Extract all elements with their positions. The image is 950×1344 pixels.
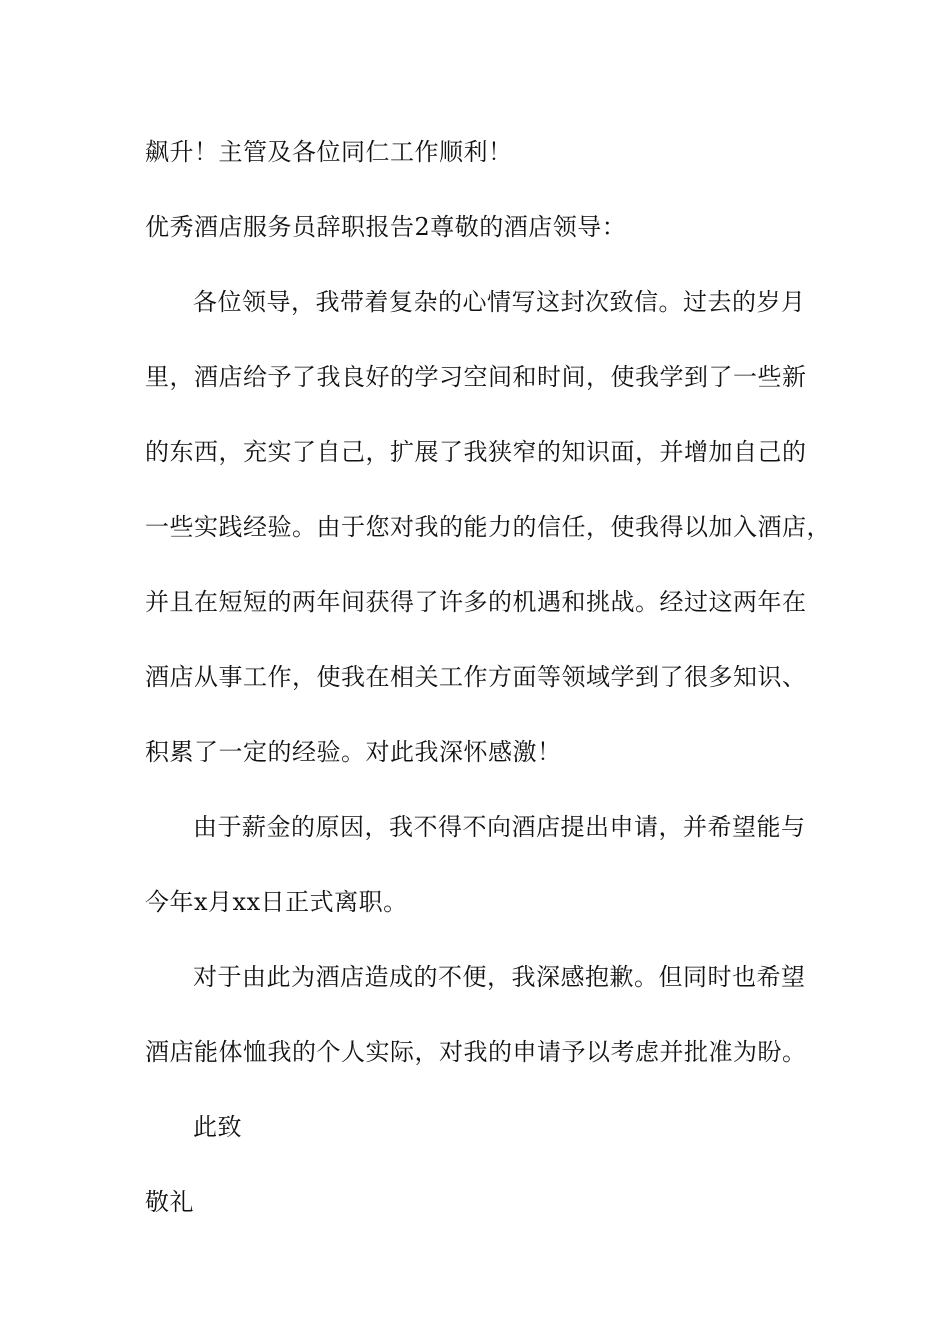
salutation-line: 此致 xyxy=(193,1113,242,1141)
paragraph-1-line-3: 的东西，充实了自己，扩展了我狭窄的知识面，并增加自己的 xyxy=(145,438,807,466)
paragraph-1-line-6: 酒店从事工作，使我在相关工作方面等领域学到了很多知识、 xyxy=(145,663,807,691)
paragraph-3-line-2: 酒店能体恤我的个人实际，对我的申请予以考虑并批准为盼。 xyxy=(145,1038,807,1066)
regards-line: 敬礼 xyxy=(145,1188,194,1216)
paragraph-3-line-1: 对于由此为酒店造成的不便，我深感抱歉。但同时也希望 xyxy=(193,963,806,991)
paragraph-1-line-4: 一些实践经验。由于您对我的能力的信任，使我得以加入酒店， xyxy=(145,513,831,541)
paragraph-1-line-1: 各位领导，我带着复杂的心情写这封次致信。过去的岁月 xyxy=(193,288,806,316)
paragraph-1-line-7: 积累了一定的经验。对此我深怀感激！ xyxy=(145,738,562,766)
paragraph-1-line-5: 并且在短短的两年间获得了许多的机遇和挑战。经过这两年在 xyxy=(145,588,807,616)
paragraph-2-line-2: 今年x月xx日正式离职。 xyxy=(145,888,408,916)
report-title-line: 优秀酒店服务员辞职报告2尊敬的酒店领导： xyxy=(145,213,627,241)
paragraph-1-line-2: 里，酒店给予了我良好的学习空间和时间，使我学到了一些新 xyxy=(145,363,807,391)
closing-wish-line: 飙升！主管及各位同仁工作顺利！ xyxy=(145,138,513,166)
paragraph-2-line-1: 由于薪金的原因，我不得不向酒店提出申请，并希望能与 xyxy=(193,813,806,841)
